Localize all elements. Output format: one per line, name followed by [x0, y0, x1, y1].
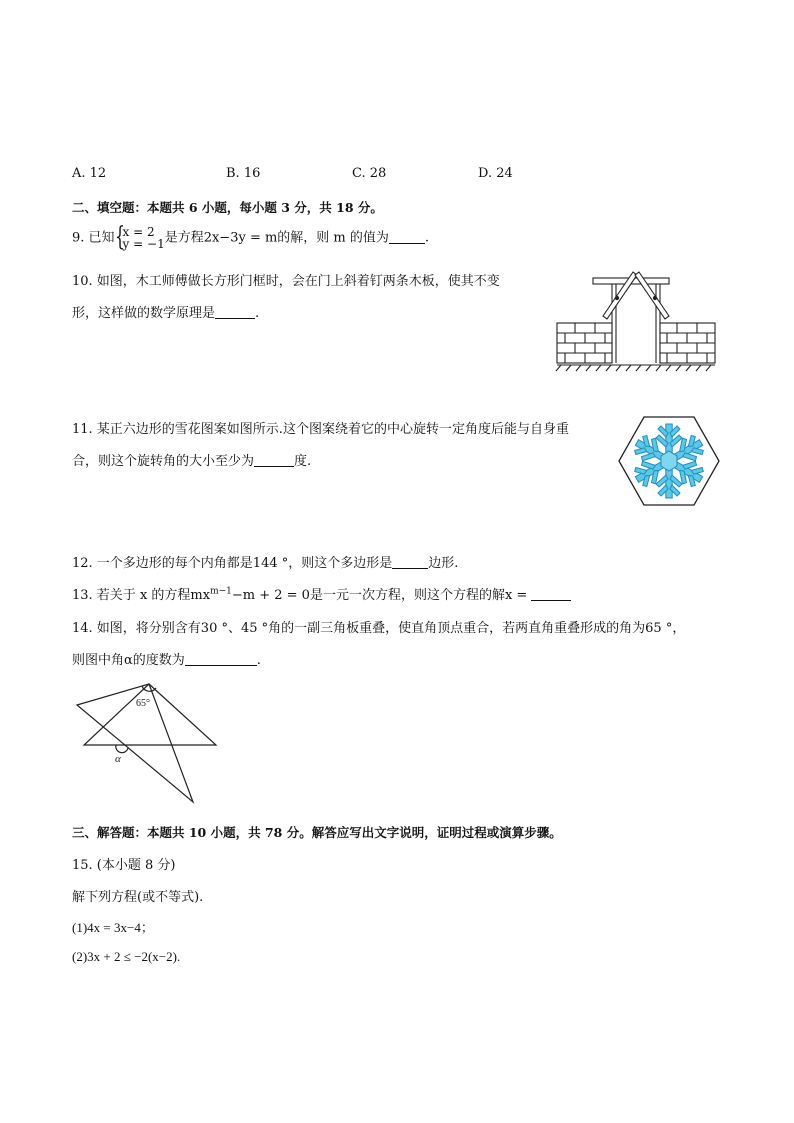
q15-instruction: 解下列方程(或不等式).: [72, 890, 204, 905]
q10-line2-text: 形，这样做的数学原理是: [72, 306, 216, 321]
question-12: [72, 552, 458, 571]
answer-blank: [254, 454, 294, 467]
q14-line2-text: 则图中角α的度数为: [72, 653, 185, 668]
q9-eq2: y = −1: [122, 237, 165, 251]
section-header-answer: 三、解答题：本题共 10 小题，共 78 分。解答应写出文字说明，证明过程或演算步骤。: [72, 825, 562, 840]
q12-text: 12. 一个多边形的每个内角都是144 °，则这个多边形是: [72, 556, 393, 571]
q11-end: 度.: [294, 454, 312, 469]
q15-title: 15. (本小题 8 分): [72, 858, 176, 873]
q15-part1: (1)4x = 3x−4；: [72, 920, 154, 935]
question-9: [72, 222, 430, 252]
answer-blank: [392, 556, 428, 569]
question-13: [72, 584, 571, 603]
q9-eq1: x = 2: [122, 225, 155, 239]
q9-end: .: [424, 230, 430, 246]
answer-blank: [185, 653, 257, 666]
q15-part2: (2)3x + 2 ≤ −2(x−2).: [72, 949, 181, 964]
q9-middle: 是方程2x−3y = m的解，则 m 的值为: [164, 230, 389, 246]
answer-blank: [215, 306, 255, 319]
option-a: A. 12: [72, 166, 107, 181]
q10-line1: 10. 如图，木工师傅做长方形门框时，会在门上斜着钉两条木板，使其不变: [72, 274, 500, 289]
option-d: D. 24: [478, 166, 513, 181]
q11-line2-text: 合，则这个旋转角的大小至少为: [72, 454, 255, 469]
brace-icon: {: [114, 222, 125, 252]
alpha-label: α: [115, 753, 121, 765]
equation-system: [114, 222, 165, 252]
q10-line2: [72, 302, 259, 321]
q10-end: .: [255, 306, 260, 321]
q12-end: 边形.: [428, 556, 459, 571]
option-c: C. 28: [352, 166, 387, 181]
option-b: B. 16: [226, 166, 261, 181]
overlapping-triangles-figure: [70, 680, 220, 805]
answer-blank: [531, 588, 571, 601]
answer-blank: [389, 231, 425, 244]
q13-exponent: m−1: [210, 586, 232, 597]
door-frame-figure: [555, 268, 717, 380]
q9-prefix: 9. 已知: [72, 230, 115, 246]
hexagon-snowflake-figure: [618, 416, 720, 506]
q11-line2: [72, 450, 311, 469]
q14-end: .: [256, 653, 261, 668]
q14-line1: 14. 如图，将分别含有30 °、45 °角的一副三角板重叠，使直角顶点重合，若两直角重叠形成的角为65 °，: [72, 621, 686, 636]
q13-middle: −m + 2 = 0是一元一次方程，则这个方程的解x =: [231, 588, 528, 603]
q11-line1: 11. 某正六边形的雪花图案如图所示.这个图案绕着它的中心旋转一定角度后能与自身重: [72, 422, 569, 437]
q14-line2: [72, 649, 261, 668]
q13-text: 13. 若关于 x 的方程mx: [72, 588, 211, 603]
section-header-fill-in: 二、填空题：本题共 6 小题，每小题 3 分，共 18 分。: [72, 200, 383, 215]
angle-65-label: 65°: [136, 698, 150, 709]
